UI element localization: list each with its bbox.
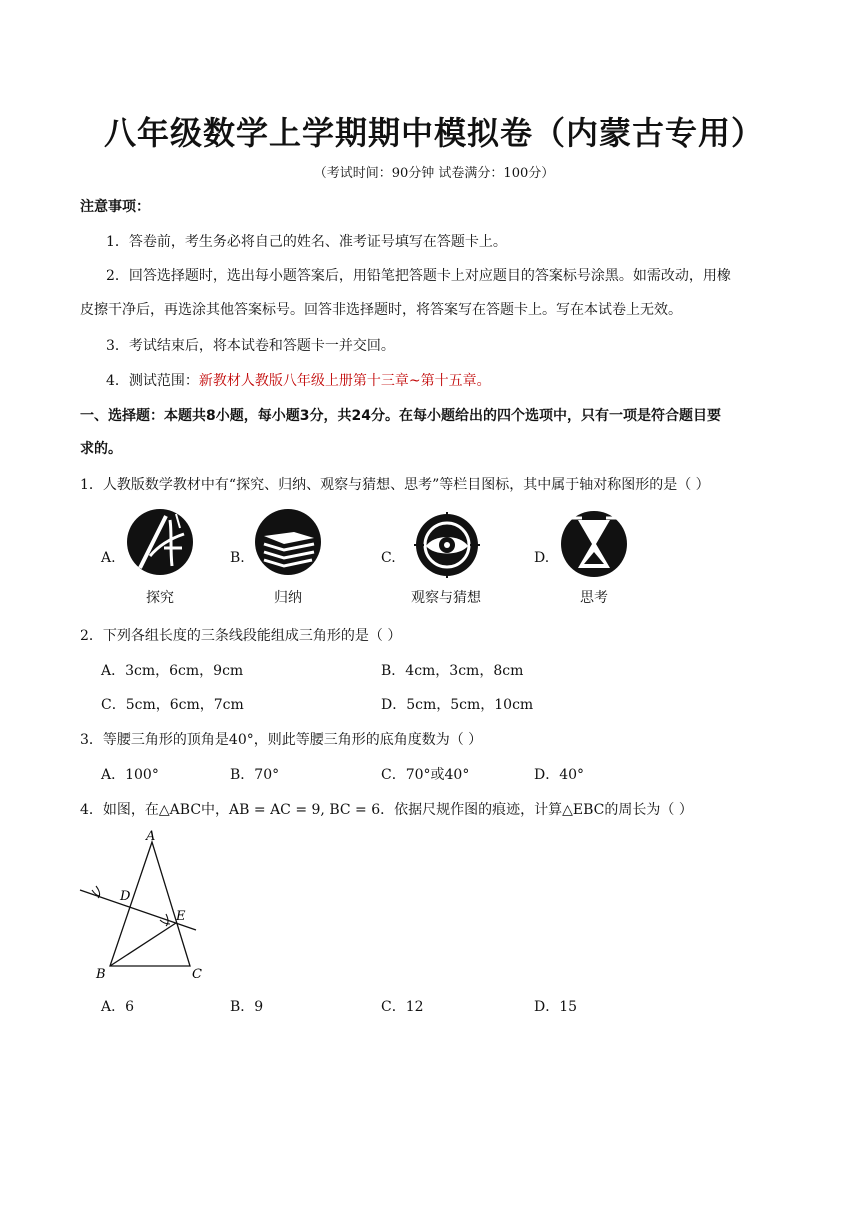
q2-option-c: C．5cm，6cm，7cm	[101, 697, 244, 713]
q1-option-b-letter: B.	[230, 550, 245, 566]
point-e-label: E	[176, 909, 186, 924]
q1-option-d-letter: D.	[534, 550, 550, 566]
notice-item-4-prefix: 4．测试范围：	[106, 373, 199, 389]
exam-info: （考试时间：90分钟 试卷满分：100分）	[313, 166, 555, 181]
q3-option-b: B．70°	[230, 767, 280, 783]
q1-option-c-caption: 观察与猜想	[411, 590, 481, 606]
question-3-stem: 3．等腰三角形的顶角是40°，则此等腰三角形的底角度数为（ ）	[80, 732, 483, 748]
books-icon	[254, 508, 322, 576]
q4-option-c: C．12	[381, 999, 424, 1015]
notice-heading: 注意事项：	[80, 199, 150, 215]
triangle-figure	[76, 828, 216, 980]
section-1-heading: 一、选择题：本题共8小题，每小题3分，共24分。在每小题给出的四个选项中，只有一项是符合题目要	[80, 408, 721, 424]
q2-option-a: A．3cm，6cm，9cm	[101, 663, 244, 679]
q1-option-d-caption: 思考	[580, 590, 608, 606]
hourglass-icon	[560, 510, 628, 578]
section-1-heading-cont: 求的。	[80, 441, 122, 457]
q3-option-a: A．100°	[101, 767, 159, 783]
q4-option-d: D．15	[534, 999, 578, 1015]
notice-item-1: 1．答卷前，考生务必将自己的姓名、准考证号填写在答题卡上。	[106, 234, 507, 250]
notice-item-2-line1: 2．回答选择题时，选出每小题答案后，用铅笔把答题卡上对应题目的答案标号涂黑。如需改动，用橡	[106, 268, 731, 284]
q1-option-b-caption: 归纳	[274, 590, 302, 606]
q3-option-d: D．40°	[534, 767, 585, 783]
notice-item-4	[106, 370, 491, 390]
vertex-a-label: A	[146, 829, 156, 844]
q4-option-a: A．6	[101, 999, 135, 1015]
vertex-b-label: B	[96, 967, 106, 982]
q1-option-a-letter: A.	[101, 550, 116, 566]
q2-option-b: B．4cm，3cm，8cm	[381, 663, 524, 679]
q1-option-c-letter: C.	[381, 550, 396, 566]
q2-option-d: D．5cm，5cm，10cm	[381, 697, 534, 713]
question-4-stem: 4．如图，在△ABC中，AB = AC = 9, BC = 6．依据尺规作图的痕迹，计算△EBC的周长为（ ）	[80, 802, 693, 818]
q1-option-a-caption: 探究	[146, 590, 174, 606]
page-title: 八年级数学上学期期中模拟卷（内蒙古专用）	[103, 114, 764, 152]
notice-item-2-line2: 皮擦干净后，再选涂其他答案标号。回答非选择题时，将答案写在答题卡上。写在本试卷上无效。	[80, 302, 682, 318]
explore-icon	[126, 508, 194, 576]
vertex-c-label: C	[192, 967, 202, 982]
test-range: 新教材人教版八年级上册第十三章~第十五章。	[198, 373, 491, 389]
q4-option-b: B．9	[230, 999, 264, 1015]
eye-icon	[414, 512, 480, 578]
notice-item-3: 3．考试结束后，将本试卷和答题卡一并交回。	[106, 338, 395, 354]
q3-option-c: C．70°或40°	[381, 767, 470, 783]
question-1-stem: 1．人教版数学教材中有“探究、归纳、观察与猜想、思考”等栏目图标，其中属于轴对称图形的是（ ）	[80, 477, 710, 493]
question-2-stem: 2．下列各组长度的三条线段能组成三角形的是（ ）	[80, 628, 402, 644]
point-d-label: D	[120, 889, 131, 904]
